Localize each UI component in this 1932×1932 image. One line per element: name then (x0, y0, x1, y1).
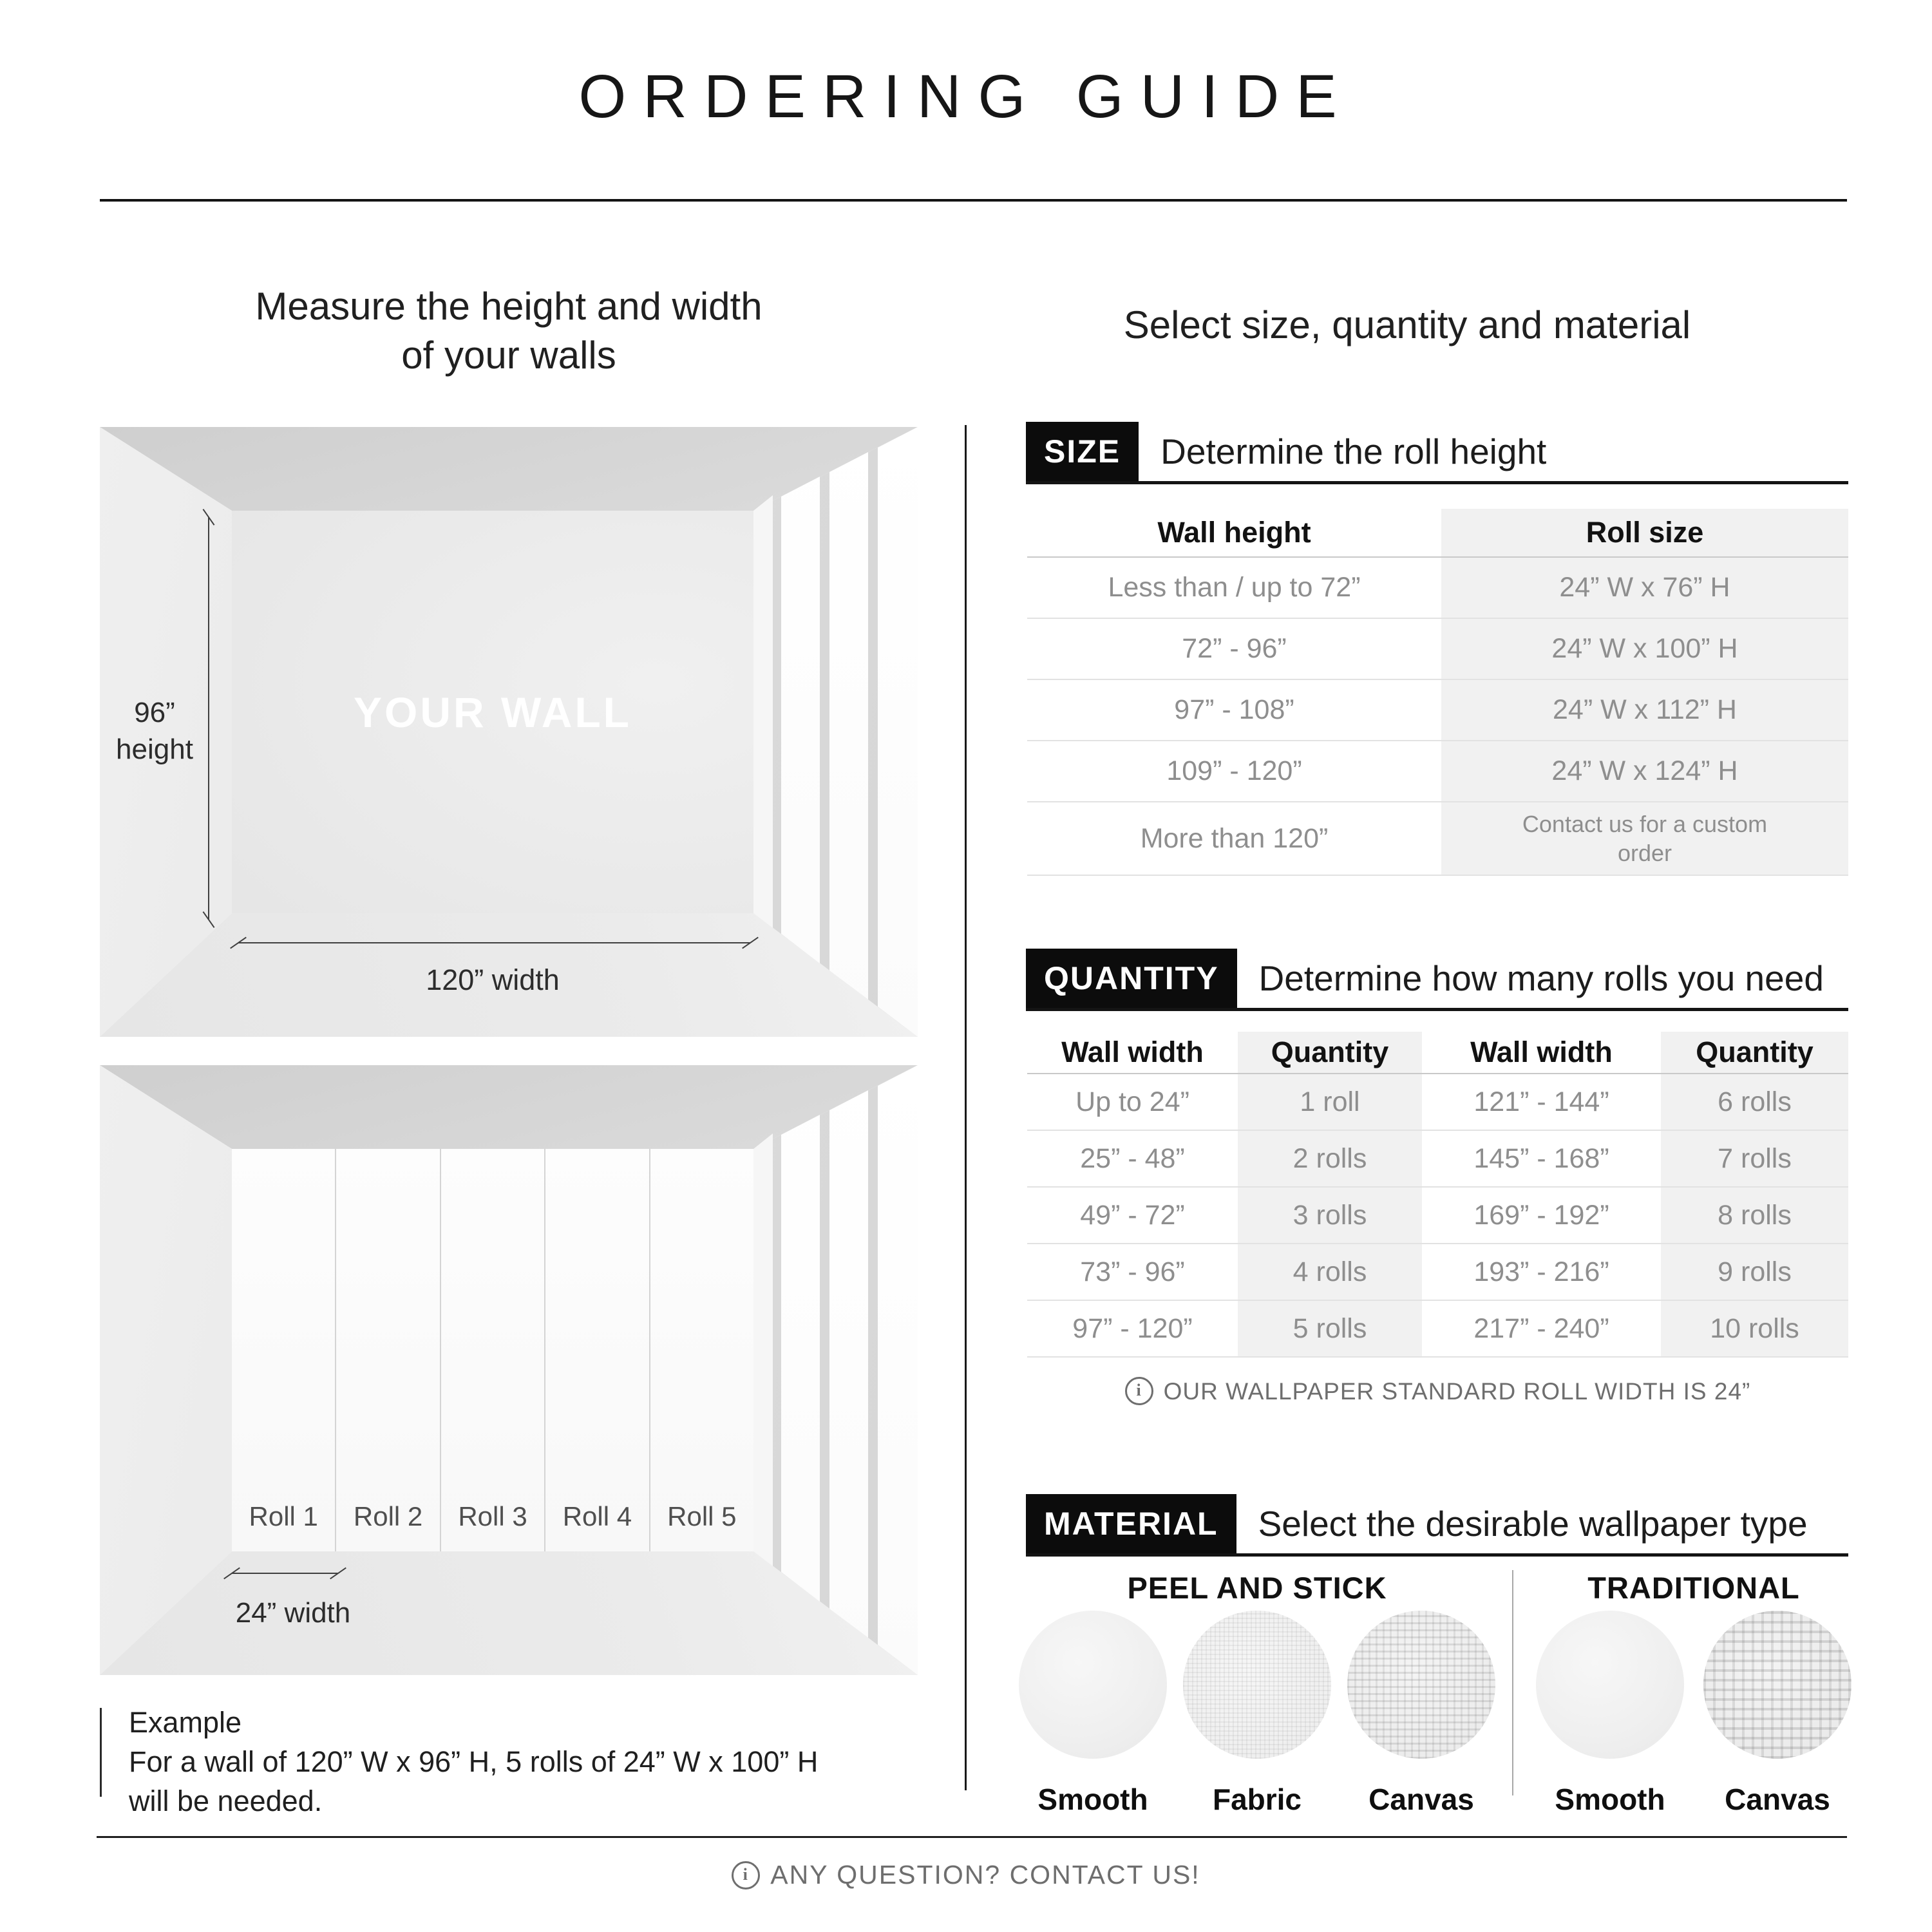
roll-label: Roll 3 (458, 1501, 527, 1531)
info-icon (1125, 1377, 1153, 1405)
table-cell: 24” W x 112” H (1441, 680, 1848, 740)
table-row (1027, 1074, 1848, 1131)
table-row (1027, 741, 1848, 802)
footer-note (0, 1860, 1932, 1890)
material-option (1536, 1611, 1684, 1817)
material-group-name: TRADITIONAL (1587, 1571, 1800, 1605)
size-badge: SIZE (1026, 422, 1139, 481)
table-row (1027, 558, 1848, 619)
footer-note-text: ANY QUESTION? CONTACT US! (770, 1860, 1200, 1889)
material-label: Fabric (1212, 1783, 1302, 1816)
material-section-rule (1026, 1553, 1848, 1557)
table-cell: 4 rolls (1238, 1244, 1422, 1300)
table-cell: 9 rolls (1661, 1244, 1848, 1300)
material-group-divider (1512, 1570, 1513, 1795)
table-header-row (1027, 509, 1848, 558)
material-badge: MATERIAL (1026, 1494, 1236, 1553)
roll-width-dimension-line (232, 1573, 338, 1574)
quantity-subtitle: Determine how many rolls you need (1258, 958, 1824, 998)
table-cell: 49” - 72” (1080, 1199, 1185, 1231)
material-subtitle: Select the desirable wallpaper type (1258, 1504, 1808, 1544)
column-header: Quantity (1238, 1032, 1422, 1073)
room-illustration-rolls (100, 1065, 918, 1675)
table-cell: Contact us for a custom order (1441, 802, 1848, 875)
column-header: Wall width (1470, 1036, 1613, 1068)
table-row (1027, 619, 1848, 680)
bottom-divider-rule (97, 1836, 1847, 1838)
table-cell: 97” - 120” (1072, 1312, 1193, 1344)
material-label: Smooth (1037, 1783, 1148, 1816)
example-line2: will be needed. (129, 1785, 323, 1818)
table-cell: Up to 24” (1075, 1086, 1189, 1117)
your-wall-label: YOUR WALL (354, 688, 632, 736)
table-row (1027, 1244, 1848, 1301)
table-cell: 1 roll (1238, 1074, 1422, 1130)
height-dimension-line (208, 517, 209, 920)
example-heading: Example (129, 1706, 242, 1739)
left-heading-line1: Measure the height and width (255, 285, 762, 328)
roll-label: Roll 4 (562, 1501, 632, 1531)
material-group-name: PEEL AND STICK (1127, 1571, 1387, 1605)
info-icon (732, 1861, 760, 1889)
column-header: Wall width (1061, 1036, 1204, 1068)
table-row (1027, 802, 1848, 876)
room-illustration-measure (100, 427, 918, 1037)
table-cell: 7 rolls (1661, 1131, 1848, 1186)
roll-panel (545, 1149, 650, 1551)
top-divider-rule (100, 199, 1847, 202)
table-row (1027, 680, 1848, 741)
roll-quantity-table (1027, 1032, 1848, 1358)
material-group-traditional (1536, 1570, 1852, 1817)
table-cell: 109” - 120” (1166, 755, 1302, 786)
example-accent-bar (100, 1708, 102, 1797)
material-swatch-smooth (1019, 1611, 1167, 1759)
width-dimension-line (238, 942, 750, 943)
table-row (1027, 1131, 1848, 1188)
table-cell: 145” - 168” (1473, 1142, 1609, 1174)
example-line1: For a wall of 120” W x 96” H, 5 rolls of 24” W x 100” H (129, 1745, 819, 1779)
material-section-header (1026, 1494, 1808, 1553)
material-swatch-fabric (1183, 1611, 1331, 1759)
quantity-section-header (1026, 949, 1824, 1008)
material-label: Smooth (1555, 1783, 1665, 1816)
roll-label: Roll 2 (353, 1501, 423, 1531)
material-label: Canvas (1725, 1783, 1830, 1816)
table-cell: 217” - 240” (1473, 1312, 1609, 1344)
wall-height-value: 96” (134, 697, 175, 728)
table-cell: More than 120” (1140, 822, 1329, 854)
roll-size-table (1027, 509, 1848, 876)
page-title: ORDERING GUIDE (578, 62, 1354, 131)
table-cell: 2 rolls (1238, 1131, 1422, 1186)
roll-panel (336, 1149, 440, 1551)
table-cell: 6 rolls (1661, 1074, 1848, 1130)
size-section-header (1026, 422, 1546, 481)
size-section-rule (1026, 481, 1848, 484)
table-cell: 5 rolls (1238, 1301, 1422, 1356)
material-option (1019, 1611, 1167, 1817)
right-column-heading: Select size, quantity and material (1123, 303, 1691, 346)
table-cell: 24” W x 100” H (1441, 619, 1848, 679)
size-subtitle: Determine the roll height (1160, 431, 1547, 471)
roll-panels (232, 1149, 753, 1551)
table-cell: 169” - 192” (1473, 1199, 1609, 1231)
table-cell: 24” W x 76” H (1441, 558, 1848, 618)
wall-height-word: height (116, 734, 193, 766)
table-cell: 73” - 96” (1080, 1256, 1185, 1287)
column-header: Wall height (1157, 516, 1311, 549)
wall-height-label (103, 694, 206, 768)
material-options (1019, 1611, 1495, 1817)
quantity-badge: QUANTITY (1026, 949, 1237, 1008)
table-cell: Less than / up to 72” (1108, 572, 1361, 603)
table-cell: 121” - 144” (1473, 1086, 1609, 1117)
material-option (1347, 1611, 1495, 1817)
table-row (1027, 1301, 1848, 1358)
material-group-peel-and-stick (1019, 1570, 1495, 1817)
material-swatch-canvas (1347, 1611, 1495, 1759)
table-cell: 72” - 96” (1182, 633, 1287, 664)
table-cell: 25” - 48” (1080, 1142, 1185, 1174)
material-option (1183, 1611, 1331, 1817)
roll-width-label: 24” width (235, 1597, 351, 1629)
table-cell: 24” W x 124” H (1441, 741, 1848, 801)
wall-width-label: 120” width (426, 963, 560, 996)
roll-panel (650, 1149, 753, 1551)
column-divider (965, 425, 967, 1790)
example-block (100, 1705, 918, 1823)
quantity-section-rule (1026, 1008, 1848, 1011)
material-swatch-smooth (1536, 1611, 1684, 1759)
table-header-row (1027, 1032, 1848, 1074)
table-cell: 3 rolls (1238, 1188, 1422, 1243)
material-label: Canvas (1368, 1783, 1474, 1816)
roll-width-note (1027, 1377, 1848, 1405)
roll-width-note-text: OUR WALLPAPER STANDARD ROLL WIDTH IS 24” (1163, 1378, 1751, 1405)
material-options (1536, 1611, 1852, 1817)
roll-panel (232, 1149, 336, 1551)
table-cell: 10 rolls (1661, 1301, 1848, 1356)
roll-panel (441, 1149, 545, 1551)
material-option (1703, 1611, 1852, 1817)
column-header: Quantity (1661, 1032, 1848, 1073)
left-column-heading (100, 282, 918, 380)
table-row (1027, 1188, 1848, 1244)
table-cell: 8 rolls (1661, 1188, 1848, 1243)
column-header: Roll size (1441, 509, 1848, 556)
table-cell: 97” - 108” (1174, 694, 1294, 725)
table-cell: 193” - 216” (1473, 1256, 1609, 1287)
roll-label: Roll 1 (249, 1501, 318, 1531)
left-heading-line2: of your walls (401, 334, 616, 377)
roll-label: Roll 5 (667, 1501, 737, 1531)
material-swatch-canvas (1703, 1611, 1852, 1759)
